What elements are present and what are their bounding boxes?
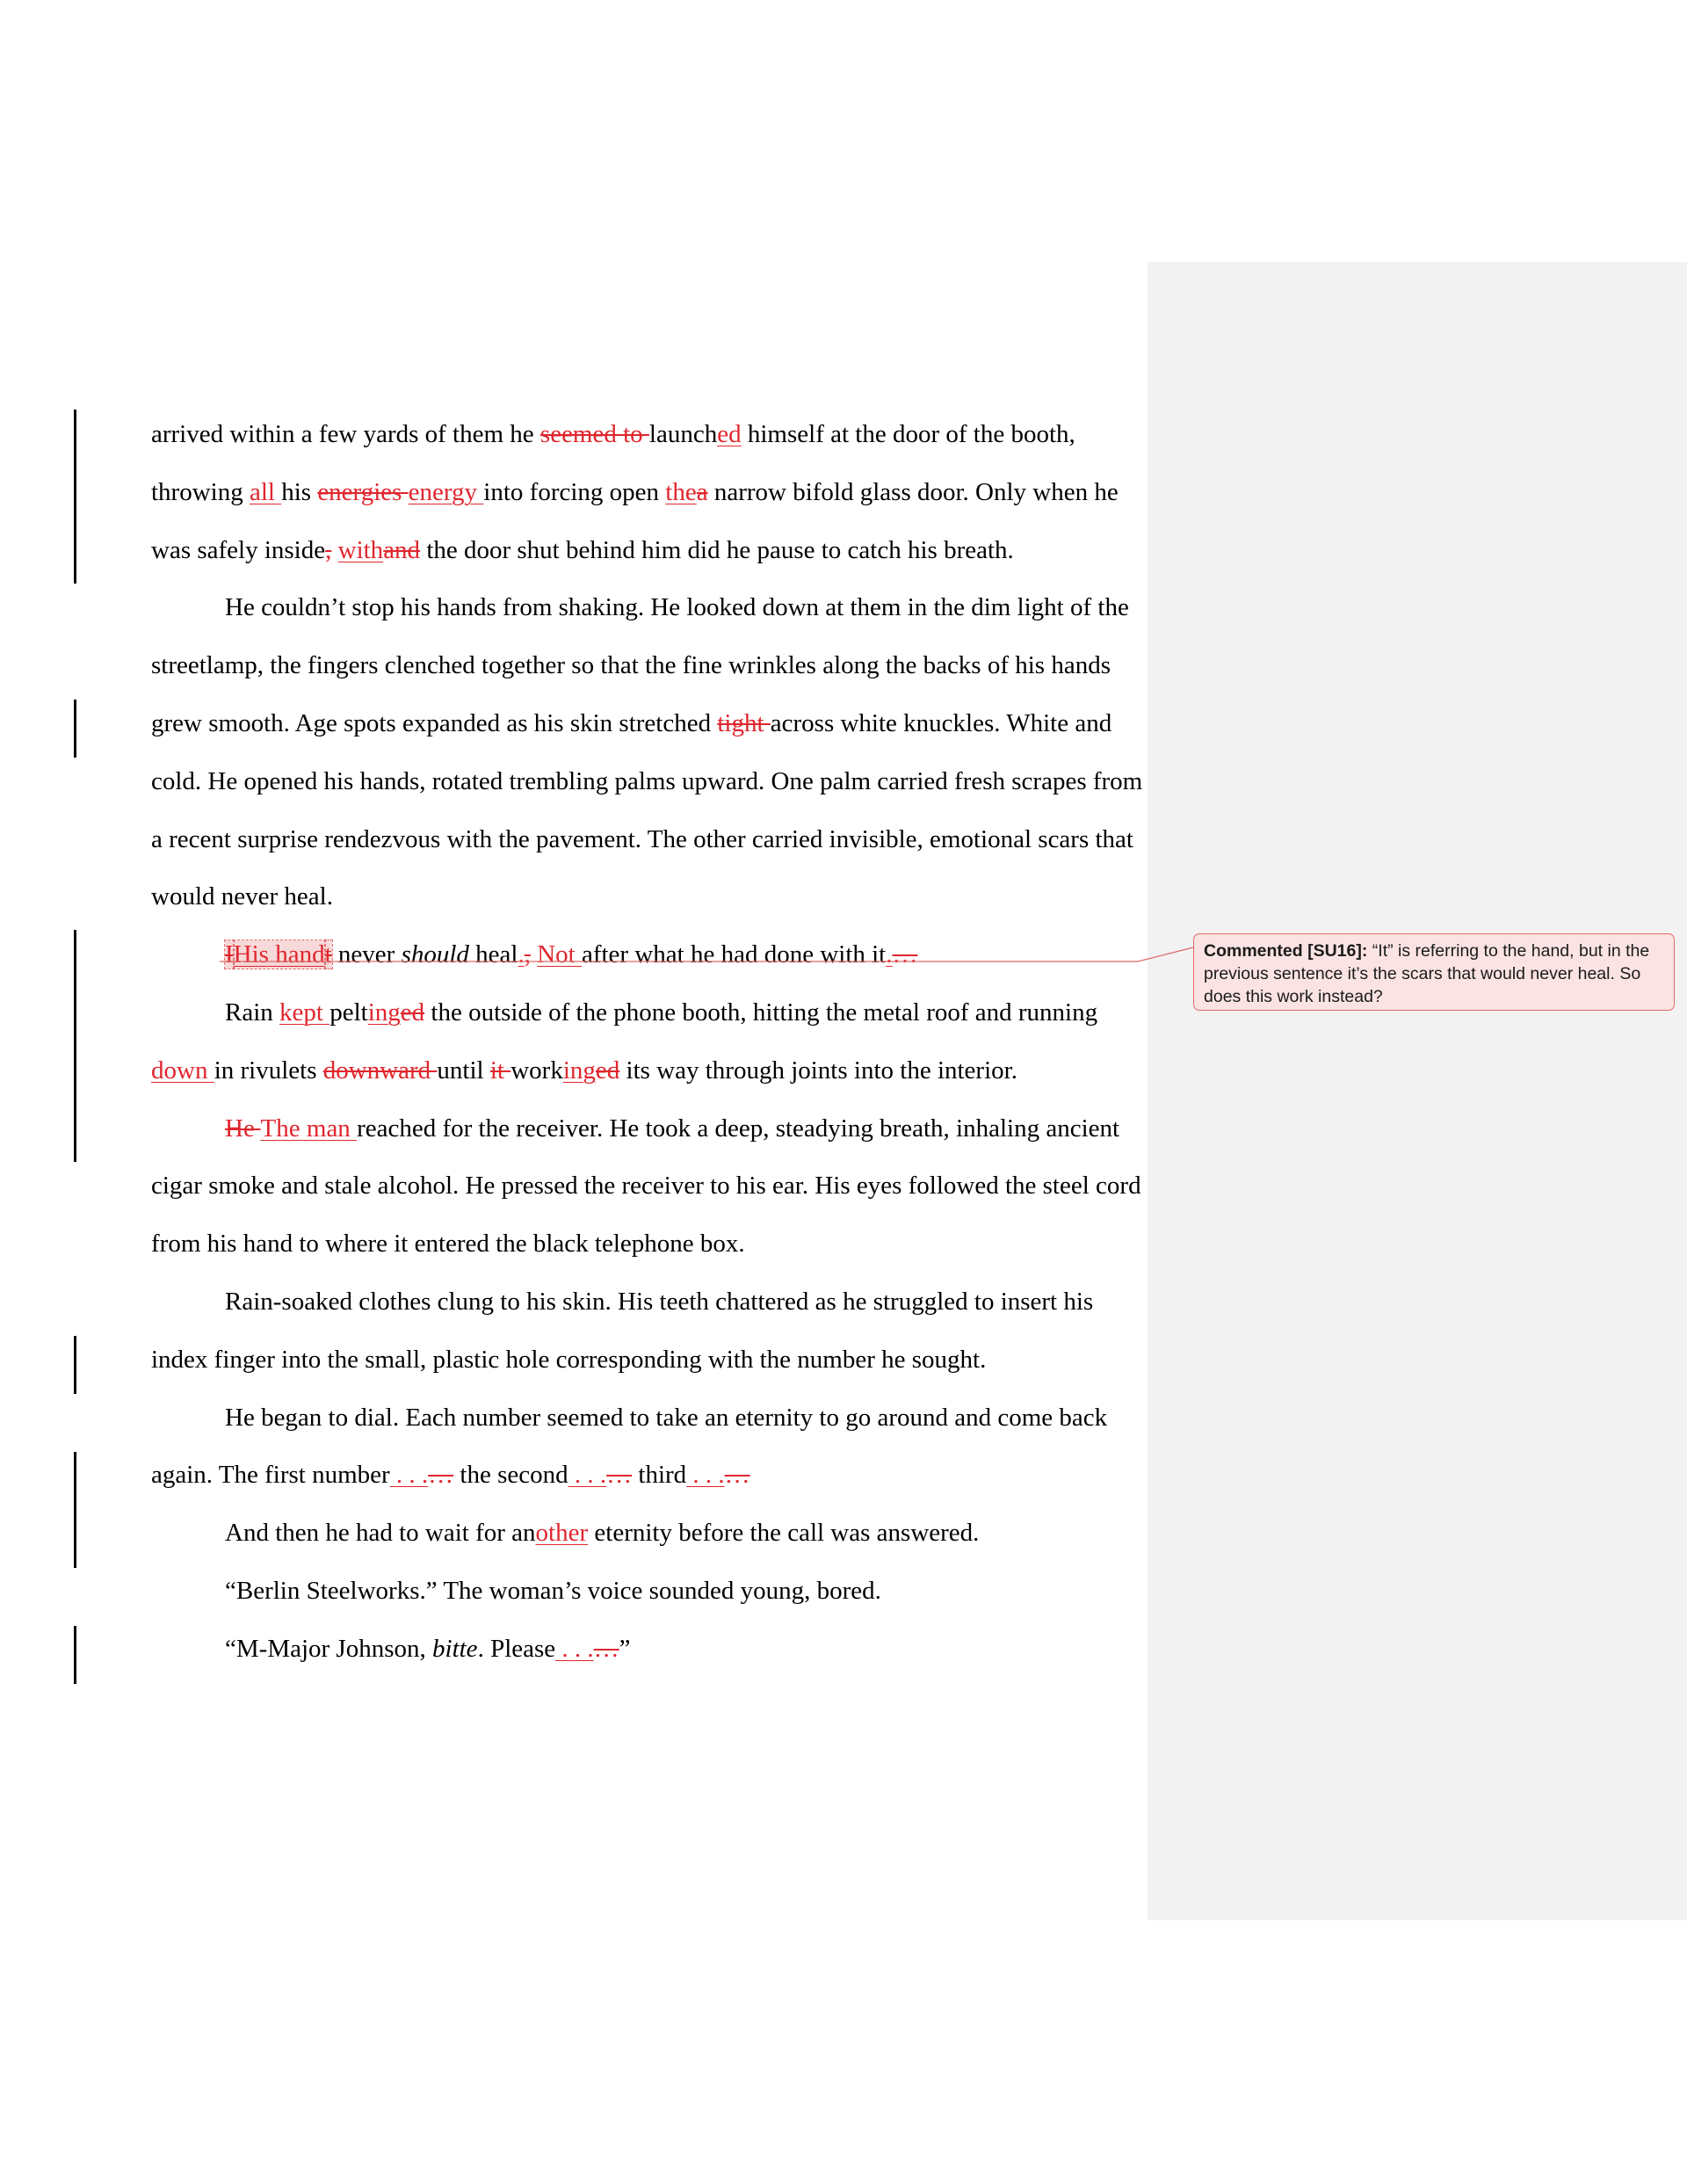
- text-run: arrived within a few yards of them he: [151, 420, 540, 448]
- text-run: his: [281, 477, 318, 506]
- deletion-run: ed: [595, 1056, 620, 1085]
- text-run: pelt: [329, 998, 368, 1027]
- comment-margin-panel: [1148, 262, 1687, 1920]
- insertion-run: kept: [279, 998, 330, 1027]
- insertion-run: ing: [367, 998, 401, 1027]
- deletion-run: a: [696, 477, 708, 506]
- text-run: again. The first number: [151, 1461, 390, 1490]
- comment-balloon[interactable]: [1193, 933, 1675, 1011]
- insertion-run: with: [337, 535, 384, 564]
- deletion-run: He: [225, 1114, 261, 1143]
- paragraph-line: [151, 984, 1144, 1042]
- text-run: a recent surprise rendezvous with the pavement. The other carried invisible, emotional scars that: [151, 824, 1133, 853]
- insertion-run: all: [249, 477, 282, 506]
- deletion-run: t: [324, 940, 332, 969]
- deletion-run: …: [606, 1461, 633, 1490]
- deletion-run: ,: [524, 940, 531, 969]
- deletion-run: energies: [317, 477, 409, 506]
- deletion-run: …: [724, 1461, 750, 1490]
- paragraph-line: [151, 1331, 1144, 1389]
- change-bar: [74, 410, 76, 584]
- paragraph-line: [151, 522, 1144, 580]
- insertion-run: other: [535, 1519, 589, 1548]
- text-run: the second: [453, 1461, 568, 1490]
- deletion-run: seemed to: [539, 420, 649, 448]
- text-run: throwing: [151, 477, 250, 506]
- text-run: until: [437, 1056, 490, 1085]
- text-run: “M-Major Johnson,: [225, 1634, 433, 1663]
- text-run: never: [331, 940, 402, 969]
- paragraph-line: [151, 1563, 1144, 1621]
- insertion-run: down: [151, 1056, 214, 1085]
- paragraph-line: [151, 1447, 1144, 1505]
- text-run: would never heal.: [151, 882, 333, 911]
- deletion-run: …: [428, 1461, 454, 1490]
- text-run: Rain: [225, 998, 280, 1027]
- paragraph-line: [151, 868, 1144, 926]
- insertion-run: . . .: [568, 1461, 607, 1490]
- text-run: eternity before the call was answered.: [588, 1519, 980, 1548]
- insertion-run: Not: [537, 940, 582, 969]
- text-run: . Please: [477, 1634, 556, 1663]
- italic-run: should: [401, 940, 469, 969]
- paragraph-line: [151, 926, 1144, 984]
- insertion-run: ing: [562, 1056, 596, 1085]
- insertion-run: . . .: [389, 1461, 429, 1490]
- text-run: “Berlin Steelworks.” The woman’s voice sounded young, bored.: [225, 1576, 881, 1605]
- text-run: cigar smoke and stale alcohol. He pressed the receiver to his ear. His eyes followed the steel cord: [151, 1172, 1141, 1201]
- insertion-run: . . .: [555, 1634, 594, 1663]
- deletion-run: and: [383, 535, 421, 564]
- text-run: after what he had done with it: [581, 940, 887, 969]
- paragraph-line: [151, 695, 1144, 753]
- deletion-run: ,: [325, 535, 332, 564]
- text-run: launch: [648, 420, 718, 448]
- deletion-run: I: [225, 940, 234, 969]
- text-run: ”: [619, 1634, 631, 1663]
- text-run: heal: [468, 940, 518, 969]
- paragraph-line: [151, 406, 1144, 464]
- deletion-run: …: [593, 1634, 619, 1663]
- paragraph-line: [151, 1157, 1144, 1215]
- text-run: the outside of the phone booth, hitting the metal roof and running: [424, 998, 1098, 1027]
- insertion-run: . . .: [686, 1461, 725, 1490]
- document-body[interactable]: [151, 406, 1144, 1679]
- text-run: into forcing open: [483, 477, 666, 506]
- paragraph-line: [151, 464, 1144, 522]
- text-run: He couldn’t stop his hands from shaking. He looked down at them in the dim light of the: [225, 593, 1129, 622]
- text-run: cold. He opened his hands, rotated trembling palms upward. One palm carried fresh scrapes from: [151, 766, 1143, 795]
- paragraph-line: [151, 1505, 1144, 1563]
- insertion-run: .: [518, 940, 525, 969]
- paragraph-line: [151, 811, 1144, 869]
- text-run: the door shut behind him did he pause to catch his breath.: [420, 535, 1014, 564]
- paragraph-line: [151, 1100, 1144, 1158]
- change-bar: [74, 700, 76, 758]
- deletion-run: downward: [322, 1056, 438, 1085]
- change-bar: [74, 1452, 76, 1568]
- text-run: reached for the receiver. He took a deep, steadying breath, inhaling ancient: [357, 1114, 1120, 1143]
- insertion-run: .: [886, 940, 893, 969]
- insertion-run: the: [665, 477, 697, 506]
- text-run: in rivulets: [214, 1056, 323, 1085]
- comment-author: Commented [SU16]:: [1204, 941, 1368, 961]
- text-run: He began to dial. Each number seemed to take an eternity to go around and come back: [225, 1403, 1108, 1432]
- text-run: [331, 536, 337, 564]
- paragraph-line: [151, 1042, 1144, 1100]
- text-run: index finger into the small, plastic hole corresponding with the number he sought.: [151, 1345, 987, 1374]
- change-bar: [74, 1336, 76, 1394]
- text-run: streetlamp, the fingers clenched together so that the fine wrinkles along the backs of his hands: [151, 651, 1111, 680]
- text-run: across white knuckles. White and: [770, 708, 1112, 737]
- text-run: from his hand to where it entered the black telephone box.: [151, 1230, 745, 1259]
- change-bar: [74, 930, 76, 1162]
- paragraph-line: [151, 1273, 1144, 1331]
- insertion-run: ed: [717, 420, 742, 448]
- text-run: himself at the door of the booth,: [741, 420, 1075, 448]
- change-bar: [74, 1626, 76, 1684]
- text-run: grew smooth. Age spots expanded as his skin stretched: [151, 708, 718, 737]
- paragraph-line: [151, 753, 1144, 811]
- text-run: was safely inside: [151, 535, 326, 564]
- text-run: narrow bifold glass door. Only when he: [707, 477, 1119, 506]
- italic-run: bitte: [432, 1634, 478, 1663]
- insertion-run: His hand: [233, 940, 325, 969]
- deletion-run: tight: [717, 708, 771, 737]
- insertion-run: energy: [408, 477, 484, 506]
- deletion-run: it: [489, 1056, 511, 1085]
- deletion-run: ed: [400, 998, 425, 1027]
- paragraph-line: [151, 1621, 1144, 1679]
- deletion-run: …: [892, 940, 918, 969]
- comment-text: “It” is referring to the hand, but in the previous sentence it’s the scars that would never heal. So does this work instead?: [1204, 941, 1650, 1006]
- insertion-run: The man: [260, 1114, 358, 1143]
- paragraph-line: [151, 1389, 1144, 1448]
- paragraph-line: [151, 579, 1144, 637]
- paragraph-line: [151, 637, 1144, 695]
- paragraph-line: [151, 1215, 1144, 1273]
- text-run: work: [510, 1056, 563, 1085]
- text-run: its way through joints into the interior.: [619, 1056, 1017, 1085]
- text-run: Rain-soaked clothes clung to his skin. His teeth chattered as he struggled to insert his: [225, 1287, 1094, 1316]
- text-run: And then he had to wait for an: [225, 1519, 536, 1548]
- text-run: third: [632, 1461, 687, 1490]
